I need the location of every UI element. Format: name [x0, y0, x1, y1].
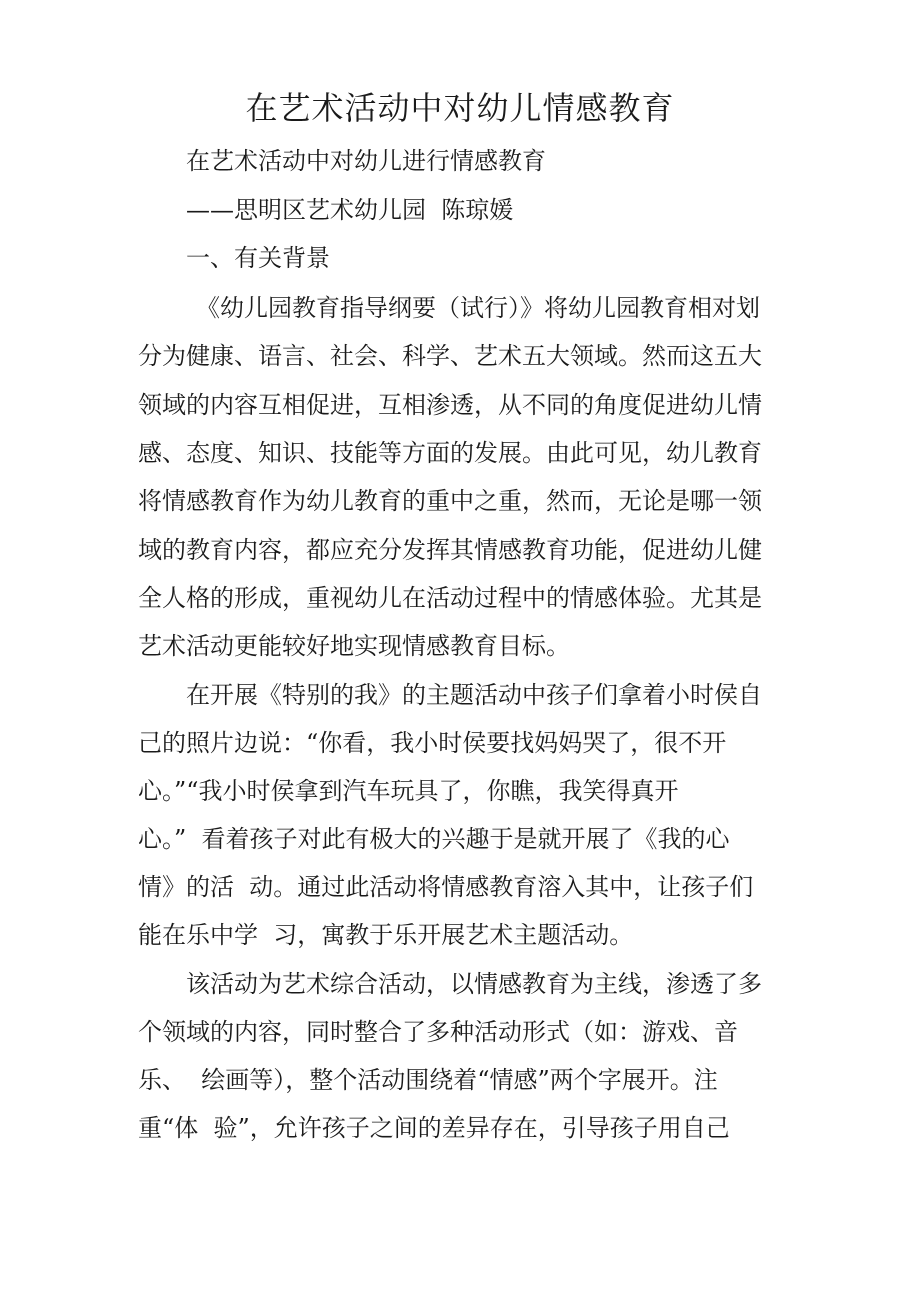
- paragraph-line: 全人格的形成，重视幼儿在活动过程中的情感体验。尤其是: [138, 584, 762, 612]
- paragraph-line: 将情感教育作为幼儿教育的重中之重，然而，无论是哪一领: [138, 487, 762, 515]
- document-subtitle: 在艺术活动中对幼儿进行情感教育: [186, 147, 546, 175]
- paragraph-line: 能在乐中学 习，寓教于乐开展艺术主题活动。: [138, 921, 634, 949]
- paragraph-line: 艺术活动更能较好地实现情感教育目标。: [138, 632, 570, 660]
- paragraph-line: 域的教育内容，都应充分发挥其情感教育功能，促进幼儿健: [138, 536, 762, 564]
- paragraph-line: 个领域的内容，同时整合了多种活动形式（如：游戏、音: [138, 1018, 738, 1046]
- paragraph-line: 感、态度、知识、技能等方面的发展。由此可见，幼儿教育: [138, 439, 762, 467]
- paragraph-line: 乐、 绘画等），整个活动围绕着“情感”两个字展开。注: [138, 1066, 718, 1094]
- paragraph-line: 己的照片边说：“你看，我小时侯要找妈妈哭了，很不开: [138, 729, 727, 757]
- paragraph-line: 重“体 验”，允许孩子之间的差异存在，引导孩子用自己: [138, 1114, 730, 1142]
- paragraph-line: 在开展《特别的我》的主题活动中孩子们拿着小时侯自: [186, 681, 762, 709]
- section-heading: 一、有关背景: [186, 244, 330, 272]
- author-line: ——思明区艺术幼儿园 陈琼媛: [186, 196, 514, 224]
- paragraph-line: 该活动为艺术综合活动，以情感教育为主线，渗透了多: [186, 970, 762, 998]
- paragraph-line: 分为健康、语言、社会、科学、艺术五大领域。然而这五大: [138, 342, 762, 370]
- paragraph-line: 《幼儿园教育指导纲要（试行）》将幼儿园教育相对划: [196, 294, 760, 322]
- paragraph-line: 领域的内容互相促进，互相渗透，从不同的角度促进幼儿情: [138, 391, 762, 419]
- paragraph-line: 情》的活 动。通过此活动将情感教育溶入其中，让孩子们: [138, 873, 754, 901]
- paragraph-line: 心。”“我小时侯拿到汽车玩具了，你瞧，我笑得真开: [138, 777, 679, 805]
- paragraph-line: 心。” 看着孩子对此有极大的兴趣于是就开展了《我的心: [138, 825, 730, 853]
- document-title: 在艺术活动中对幼儿情感教育: [245, 89, 675, 127]
